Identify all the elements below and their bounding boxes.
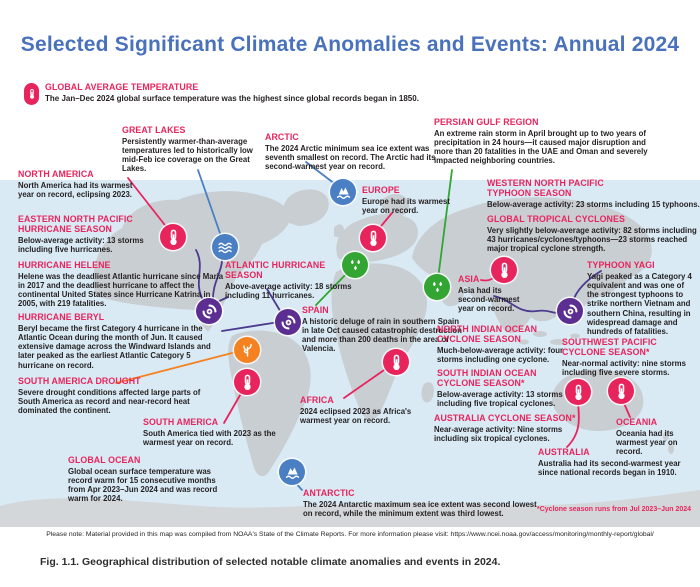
- callout-africa: [300, 396, 435, 425]
- source-note: Please note: Material provided in this map was compiled from NOAA's State of the Climate Reports. For more information please visit: https://www.ncei.noaa.gov/access/monitoring/monthly-report/global/: [46, 531, 654, 538]
- callout-body: Much-below-average activity: four storms including one cyclone.: [437, 345, 564, 364]
- callout-body: Very slightly below-average activity: 82 storms including 43 hurricanes/cyclones/typhoons—23 storms reached major tropical cyclone strength.: [487, 225, 697, 254]
- callout-body: Global ocean surface temperature was record warm for 15 consecutive months from Apr 2023–Jun 2024 and was record warm for 2024.: [68, 466, 218, 504]
- callout-south-indian-ocean-cyclone-season: [437, 369, 582, 408]
- callout-body: Australia had its second-warmest year since national records began in 1910.: [538, 458, 681, 478]
- callout-heading: PERSIAN GULF REGION: [434, 117, 539, 127]
- cyclone-season-footnote: *Cyclone season runs from Jul 2023–Jun 2024: [537, 506, 692, 513]
- callout-heading: WESTERN NORTH PACIFIC TYPHOON SEASON: [487, 178, 604, 198]
- callout-hurricane-beryl: [18, 313, 226, 370]
- callout-body: The 2024 Antarctic maximum sea ice extent was second lowest on record, while the minimum extent was third lowest.: [303, 499, 537, 519]
- callout-heading: SOUTH AMERICA: [143, 417, 219, 427]
- callout-body: The 2024 Arctic minimum sea ice extent was seventh smallest on record. The Arctic had its second-warmest year on record.: [265, 143, 436, 172]
- banner-body: The Jan–Dec 2024 global surface temperature was the highest since global records began in 1850.: [45, 93, 419, 103]
- callout-heading: NORTH AMERICA: [18, 169, 94, 179]
- callout-great-lakes: [122, 126, 254, 174]
- callout-body: Above-average activity: 18 storms including 11 hurricanes.: [225, 281, 352, 300]
- callout-heading: ANTARCTIC: [303, 488, 355, 498]
- callout-heading: EASTERN NORTH PACIFIC HURRICANE SEASON: [18, 214, 133, 234]
- callout-body: Europe had its warmest year on record.: [362, 196, 450, 216]
- sea-ice-icon-arctic: [330, 179, 356, 205]
- callout-typhoon-yagi: [587, 261, 697, 336]
- callout-heading: OCEANIA: [616, 417, 658, 427]
- thermometer-icon-north-america: [160, 224, 186, 250]
- callout-heading: HURRICANE HELENE: [18, 260, 111, 270]
- callout-australia-cyclone-season: [434, 414, 599, 443]
- callout-heading: SOUTH INDIAN OCEAN CYCLONE SEASON*: [437, 368, 537, 388]
- callout-heading: GLOBAL TROPICAL CYCLONES: [487, 214, 625, 224]
- thermometer-icon-south-america: [234, 369, 260, 395]
- callout-body: North America had its warmest year on record, eclipsing 2023.: [18, 180, 133, 200]
- callout-heading: ARCTIC: [265, 132, 299, 142]
- callout-arctic: [265, 133, 437, 171]
- callout-heading: HURRICANE BERYL: [18, 312, 105, 322]
- callout-heading: GLOBAL OCEAN: [68, 455, 141, 465]
- callout-antarctic: [303, 489, 538, 518]
- callout-body: South America tied with 2023 as the warmest year on record.: [143, 428, 276, 448]
- waves-icon-great-lakes: [212, 234, 238, 260]
- hurricane-icon-atlantic: [275, 309, 301, 335]
- callout-western-north-pacific-typhoon-season: [487, 179, 700, 209]
- callout-body: 2024 eclipsed 2023 as Africa's warmest year on record.: [300, 406, 412, 426]
- callout-heading: AUSTRALIA CYCLONE SEASON*: [434, 413, 576, 423]
- callout-atlantic-hurricane-season: [225, 261, 360, 300]
- callout-body: An extreme rain storm in April brought up to two years of precipitation in 24 hours—it caused major disruption and more than 20 fatalities in the UAE and Oman and severely impacted neighboring countries.: [434, 128, 648, 166]
- thermometer-icon-oceania: [608, 378, 634, 404]
- callout-heading: SPAIN: [302, 305, 329, 315]
- callout-north-america: [18, 170, 138, 199]
- callout-body: Helene was the deadliest Atlantic hurricane since Maria in 2017 and the deadliest hurricane to affect the continental United States since Hurricane Katrina in 2005, with 219 fatalities.: [18, 271, 224, 309]
- callout-persian-gulf: [434, 118, 666, 166]
- callout-heading: SOUTH AMERICA DROUGHT: [18, 376, 141, 386]
- callout-australia: [538, 448, 688, 477]
- callout-body: A historic deluge of rain in southern Spain in late Oct caused catastrophic destruction and more than 200 deaths in the area of Valencia.: [302, 316, 462, 354]
- thermometer-icon-europe: [360, 225, 386, 251]
- callout-north-indian-ocean-cyclone-season: [437, 325, 582, 364]
- callout-body: Severe drought conditions affected large parts of South America as record and near-record heat dominated the continent.: [18, 387, 201, 416]
- callout-south-america: [143, 418, 298, 447]
- callout-south-america-drought: [18, 377, 214, 415]
- callout-global-ocean: [68, 456, 228, 504]
- callout-eastern-north-pacific-hurricane-season: [18, 215, 158, 254]
- callout-heading: AUSTRALIA: [538, 447, 590, 457]
- callout-heading: TYPHOON YAGI: [587, 260, 655, 270]
- callout-body: Yagi peaked as a Category 4 equivalent and was one of the strongest typhoons to strike northern Vietnam and southern China, resulting in widespread damage and hundreds of fatalities.: [587, 271, 692, 336]
- callout-global-tropical-cyclones: [487, 215, 699, 253]
- callout-body: Near-normal activity: nine storms including five severe storms.: [562, 358, 686, 377]
- callout-heading: AFRICA: [300, 395, 334, 405]
- callout-europe: [362, 186, 467, 215]
- callout-body: Persistently warmer-than-average temperatures led to historically low mid-Feb ice coverage on the Great Lakes.: [122, 136, 253, 174]
- callout-body: Below-average activity: 13 storms including five hurricanes.: [18, 235, 144, 254]
- callout-heading: GREAT LAKES: [122, 125, 186, 135]
- callout-hurricane-helene: [18, 261, 226, 309]
- callout-body: Below-average activity: 13 storms including five tropical cyclones.: [437, 389, 563, 408]
- drought-icon-south-america: [234, 337, 260, 363]
- callout-body: Near-average activity: Nine storms including six tropical cyclones.: [434, 424, 563, 444]
- callout-heading: SOUTHWEST PACIFIC CYCLONE SEASON*: [562, 337, 657, 357]
- callout-heading: EUROPE: [362, 185, 400, 195]
- callout-southwest-pacific-cyclone-season: [562, 338, 698, 377]
- figure-caption: Fig. 1.1. Geographical distribution of selected notable climate anomalies and events in 2024.: [40, 556, 501, 568]
- callout-body: Asia had its second-warmest year on record.: [458, 285, 520, 314]
- sea-ice-icon-antarctic: [279, 459, 305, 485]
- hurricane-icon-typhoon-yagi: [557, 298, 583, 324]
- callout-body: Below-average activity: 23 storms including 15 typhoons.: [487, 199, 700, 209]
- page-title: Selected Significant Climate Anomalies and Events: Annual 2024: [20, 33, 680, 56]
- callout-asia: [458, 275, 530, 313]
- callout-body: Beryl became the first Category 4 hurricane in the Atlantic Ocean during the month of Jun. It caused extensive damage across the Windward Islands and later peaked as the earliest Atlantic Category 5 hurricane on record.: [18, 323, 211, 370]
- callout-heading: NORTH INDIAN OCEAN CYCLONE SEASON: [437, 324, 538, 344]
- callout-heading: ATLANTIC HURRICANE SEASON: [225, 260, 326, 280]
- callout-heading: ASIA: [458, 274, 480, 284]
- callout-body: Oceania had its warmest year on record.: [616, 428, 678, 457]
- rain-icon-persian-gulf: [424, 274, 450, 300]
- banner-heading: GLOBAL AVERAGE TEMPERATURE: [45, 82, 199, 92]
